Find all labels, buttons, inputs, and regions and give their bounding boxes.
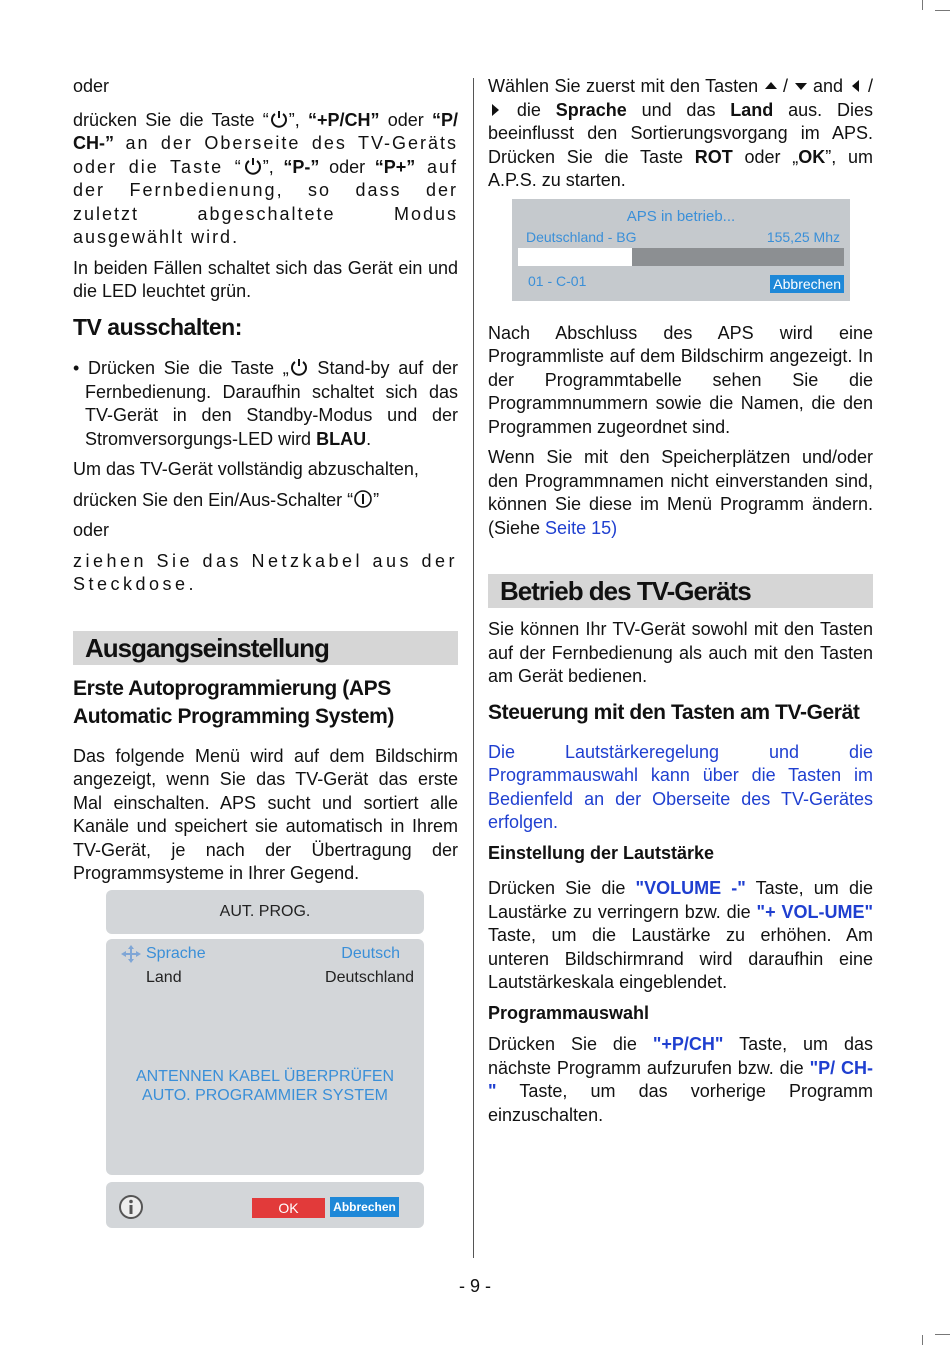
heading-tv-off: TV ausschalten:	[73, 313, 242, 340]
cancel-button[interactable]: Abbrechen	[330, 1197, 399, 1217]
paragraph	[488, 1033, 873, 1127]
arrow-up-icon	[764, 79, 778, 93]
aps-progress-dialog	[512, 199, 850, 301]
message-line: AUTO. PROGRAMMIER SYSTEM	[142, 1087, 388, 1104]
navigation-cross-icon	[120, 945, 142, 963]
heading-volume: Einstellung der Lautstärke	[488, 842, 715, 863]
aps-country: Deutschland - BG	[526, 229, 637, 245]
text: aus. Dies beeinflusst den Sortierungsvorgang im APS. Drücken Sie die Taste	[488, 99, 873, 167]
text: “P+”	[374, 156, 416, 177]
message-line: ANTENNEN KABEL ÜBERPRÜFEN	[135, 1068, 395, 1085]
text: Land	[730, 99, 774, 120]
aut-prog-panel	[106, 939, 424, 1175]
aps-status-title: APS in betrieb...	[626, 208, 736, 225]
heading-controls: Steuerung mit den Tasten am TV-Gerät	[488, 700, 860, 724]
section-title: Ausgangseinstellung	[73, 631, 458, 665]
text: drücken Sie den Ein/Aus-Schalter “	[73, 489, 354, 510]
paragraph: oder	[73, 76, 110, 96]
text: /	[777, 76, 794, 96]
left-column	[73, 75, 458, 893]
text: Stand-by auf der Fernbedienung. Daraufhin schaltet sich das TV-Gerät in den Standby-Modus und der Stromversorgungs-LED wird	[85, 358, 458, 449]
text: Drücken Sie die	[488, 878, 636, 898]
text: ”,	[262, 156, 284, 177]
paragraph: oder	[73, 520, 110, 540]
aut-prog-message	[106, 1067, 424, 1105]
paragraph: Die Lautstärkeregelung und die Programmauswahl kann über die Tasten im Bedienfeld an der Oberseite des TV-Gerätes erfolgen.	[488, 741, 873, 832]
paragraph	[488, 446, 873, 540]
page-number: - 9 -	[458, 1276, 491, 1296]
text: auf der Fernbedienung, so dass der zuletzt abgeschaltete Modus ausgewählt wird.	[73, 156, 459, 247]
text: "+ VOL-UME"	[756, 901, 874, 922]
language-value[interactable]: Deutsch	[341, 945, 400, 962]
aut-prog-footer	[106, 1182, 424, 1228]
paragraph: In beiden Fällen schaltet sich das Gerät ein und die LED leuchtet grün.	[73, 257, 458, 301]
arrow-left-icon	[849, 79, 863, 93]
text: die	[502, 99, 556, 120]
text: ”, um A.P.S. zu starten.	[488, 146, 873, 190]
paragraph: Um das TV-Gerät vollständig abzuschalten,	[73, 459, 419, 479]
text: Sprache	[555, 99, 627, 120]
text: .	[366, 428, 372, 449]
text: “P/ CH-”	[73, 109, 458, 153]
crop-mark	[935, 10, 950, 11]
paragraph: Nach Abschluss des APS wird eine Programmliste auf dem Bildschirm angezeigt. In der Programmtabelle sehen Sie die Programmnummern sowie die Namen, die den Programmen zugeordnet sind.	[488, 322, 873, 437]
text: “+P/CH”	[307, 109, 380, 130]
power-switch-icon	[353, 489, 373, 509]
text: “P-”	[283, 156, 320, 177]
paragraph	[488, 877, 873, 995]
power-icon	[289, 357, 309, 377]
text: Drücken Sie die	[488, 1034, 653, 1054]
column-divider	[473, 78, 474, 1258]
crop-mark	[922, 1335, 923, 1345]
aps-cancel-button[interactable]: Abbrechen	[770, 275, 844, 293]
arrow-down-icon	[794, 79, 808, 93]
text: Wählen Sie zuerst mit den Tasten	[488, 76, 764, 96]
paragraph	[73, 109, 458, 250]
page-link[interactable]: Seite 15)	[545, 517, 618, 538]
text: BLAU	[316, 428, 367, 449]
text: and	[807, 76, 849, 96]
language-label[interactable]: Sprache	[146, 945, 206, 962]
text: drücken Sie die Taste “	[73, 109, 269, 130]
paragraph: ziehen Sie das Netzkabel aus der Steckdose.	[73, 550, 458, 594]
country-label[interactable]: Land	[146, 969, 182, 986]
text: Taste, um die Laustärke zu erhöhen. Am unteren Bildschirmrand wird daraufhin eine Lautstärkeskala eingeblendet.	[488, 925, 873, 992]
aps-channel: 01 - C-01	[528, 273, 587, 289]
ok-button[interactable]: OK	[252, 1198, 325, 1218]
heading-program: Programmauswahl	[488, 1002, 650, 1023]
bullet-item: • Drücken Sie die Taste „ Stand-by auf der Fernbedienung. Daraufhin schaltet sich das TV-Gerät in den Standby-Modus und der Stromversorgungs-LED wird BLAU.	[73, 358, 458, 449]
heading-aps: Erste Autoprogrammierung (APS Automatic Programming System)	[73, 676, 394, 728]
text: oder „	[732, 146, 799, 167]
paragraph	[73, 489, 458, 513]
text: ”,	[288, 109, 308, 130]
aps-frequency: 155,25 Mhz	[766, 229, 840, 245]
info-icon	[118, 1194, 144, 1220]
text: Drücken Sie die Taste „	[88, 358, 289, 378]
text: OK	[798, 146, 826, 167]
paragraph: Das folgende Menü wird auf dem Bildschirm angezeigt, wenn Sie das TV-Gerät das erste Mal einschalten. APS sucht und sortiert alle Kanäle und speichert sie automatisch in Ihrem TV-Gerät, je nach der Übertragung der Programmsysteme in Ihrer Gegend.	[73, 745, 458, 883]
country-value[interactable]: Deutschland	[325, 969, 414, 986]
text: /	[862, 76, 873, 96]
text: ”	[373, 489, 380, 510]
text: Taste, um das nächste Programm aufzurufen bzw. die	[488, 1034, 873, 1078]
arrow-right-icon	[488, 103, 502, 117]
paragraph: Sie können Ihr TV-Gerät sowohl mit den Tasten auf der Fernbedienung als auch mit den Tasten am Gerät bedienen.	[488, 619, 873, 686]
text: "+P/CH"	[652, 1034, 724, 1054]
text: Taste, um die Laustärke zu verringern bzw. die	[488, 878, 873, 922]
power-icon	[269, 109, 289, 129]
text: oder	[319, 156, 375, 177]
section-title: Betrieb des TV-Geräts	[488, 574, 873, 608]
text: oder	[379, 109, 432, 130]
paragraph	[488, 75, 873, 193]
text: und das	[626, 99, 731, 120]
aps-progress-fill	[518, 248, 632, 266]
crop-mark	[935, 1334, 950, 1335]
text: "P/ CH-"	[488, 1057, 873, 1101]
text: "VOLUME -"	[635, 878, 746, 898]
crop-mark	[922, 0, 923, 10]
text: Wenn Sie mit den Speicherplätzen und/oder den Programmnamen nicht einverstanden sind, können Sie diese im Menü Programm ändern. (Siehe	[488, 447, 873, 538]
text: an der Oberseite des TV-Geräts oder die Taste “	[73, 133, 458, 177]
text: ROT	[694, 146, 733, 167]
aut-prog-title: AUT. PROG.	[106, 890, 424, 934]
aps-progress-bar	[518, 248, 844, 266]
power-icon	[243, 156, 263, 176]
text: Taste, um das vorherige Programm einzuschalten.	[488, 1081, 873, 1125]
